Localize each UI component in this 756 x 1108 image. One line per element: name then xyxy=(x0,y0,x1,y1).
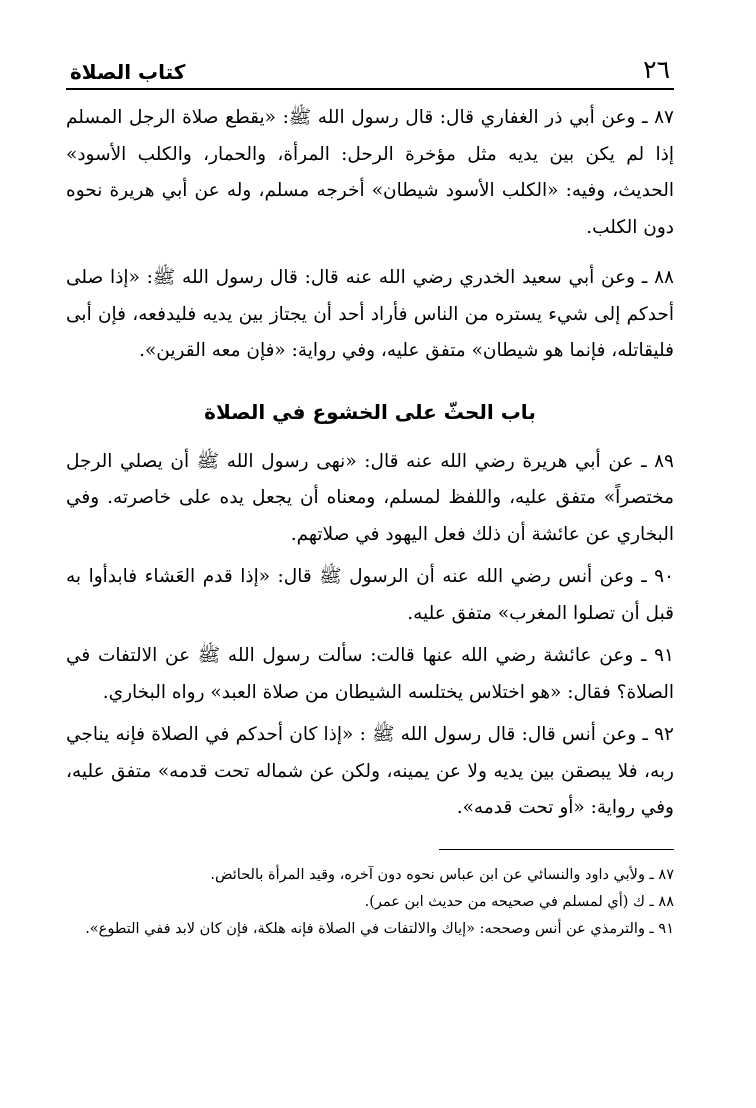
hadith-90: ٩٠ ـ وعن أنس رضي الله عنه أن الرسول ﷺ قال: «إذا قدم العَشاء فابدأوا به قبل أن تصلوا المغرب» متفق عليه. xyxy=(66,566,674,624)
hadith-88: ٨٨ ـ وعن أبي سعيد الخدري رضي الله عنه قال: قال رسول الله ﷺ: «إذا صلى أحدكم إلى شيء يستره من الناس فأراد أحد أن يجتاز بين يديه فليدفعه، فإن أبى فليقاتله، فإنما هو شيطان» متفق عليه، وفي رواية: «فإن معه القرين». xyxy=(66,267,674,361)
hadith-89: ٨٩ ـ عن أبي هريرة رضي الله عنه قال: «نهى رسول الله ﷺ أن يصلي الرجل مختصراً» متفق عليه، واللفظ لمسلم، ومعناه أن يجعل يده على خاصرته. وفي البخاري عن عائشة أن ذلك فعل اليهود في صلاتهم. xyxy=(66,450,674,545)
hadith-92: ٩٢ ـ وعن أنس قال: قال رسول الله ﷺ : «إذا كان أحدكم في الصلاة فإنه يناجي ربه، فلا يبصقن بين يديه ولا عن يمينه، ولكن عن شماله تحت قدمه» متفق عليه، وفي رواية: «أو تحت قدمه». xyxy=(66,724,674,818)
page-number: ٢٦ xyxy=(643,55,670,84)
hadith-87: ٨٧ ـ وعن أبي ذر الغفاري قال: قال رسول الله ﷺ: «يقطع صلاة الرجل المسلم إذا لم يكن بين يديه مثل مؤخرة الرحل: المرأة، والحمار، والكلب الأسود» الحديث، وفيه: «الكلب الأسود شيطان» أخرجه مسلم، وله عن أبي هريرة نحوه دون الكلب. xyxy=(66,107,674,238)
running-header xyxy=(66,48,674,90)
book-title: كتاب الصلاة xyxy=(70,60,186,84)
footnote-91: ٩١ ـ والترمذي عن أنس وصححه: «إياك والالتفات في الصلاة فإنه هلكة، فإن كان لابد ففي التطوع». xyxy=(85,920,674,937)
footnotes xyxy=(66,862,674,943)
hadith-91: ٩١ ـ وعن عائشة رضي الله عنها قالت: سألت رسول الله ﷺ عن الالتفات في الصلاة؟ فقال: «هو اختلاس يختلسه الشيطان من صلاة العبد» رواه البخاري. xyxy=(66,645,674,703)
footnote-87: ٨٧ ـ ولأبي داود والنسائي عن ابن عباس نحوه دون آخره، وقيد المرأة بالحائض. xyxy=(210,866,674,883)
chapter-heading: باب الحثّ على الخشوع في الصلاة xyxy=(204,399,536,424)
book-page xyxy=(66,48,674,943)
footnote-divider xyxy=(439,849,674,850)
footnote-88: ٨٨ ـ ك (أي لمسلم في صحيحه من حديث ابن عمر). xyxy=(364,893,674,910)
